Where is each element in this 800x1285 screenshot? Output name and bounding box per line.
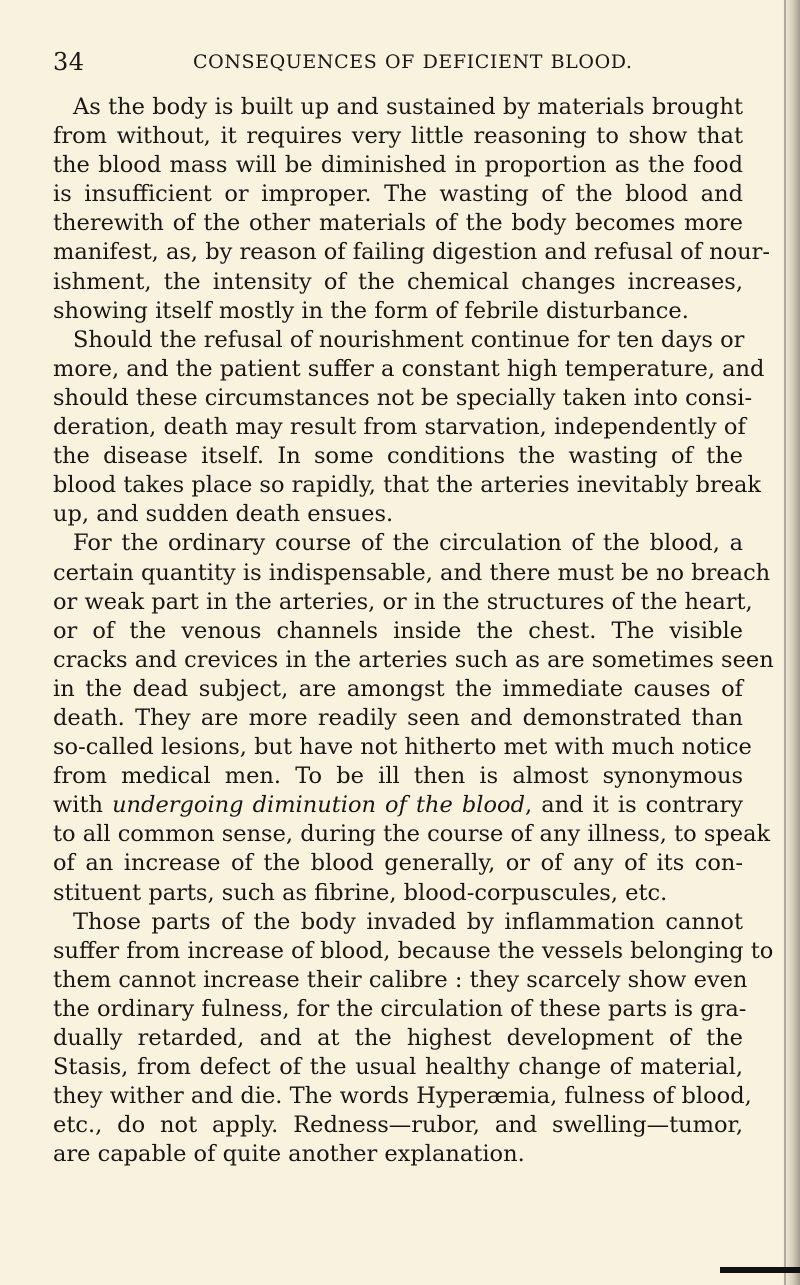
running-head: CONSEQUENCES OF DEFICIENT BLOOD. [193, 51, 633, 73]
text-line: the disease itself. In some conditions the wasting of the [53, 443, 743, 470]
text-line: the ordinary fulness, for the circulation of these parts is gra- [53, 995, 747, 1022]
text-line-with-italic [53, 791, 743, 820]
text-line: blood takes place so rapidly, that the arteries inevitably break [53, 472, 762, 499]
text-line: For the ordinary course of the circulation of the blood, a [73, 530, 743, 557]
text-line: Should the refusal of nourishment continue for ten days or [73, 326, 745, 353]
text-line: therewith of the other materials of the body becomes more [53, 210, 743, 237]
page-header [53, 47, 743, 77]
page-edge-line [784, 0, 786, 1285]
text-line: showing itself mostly in the form of febrile disturbance. [53, 297, 689, 324]
text-line: to all common sense, during the course of any illness, to speak [53, 821, 771, 848]
text-line: suffer from increase of blood, because the vessels belonging to [53, 937, 774, 964]
text-line: etc., do not apply. Redness—rubor, and swelling—tumor, [53, 1112, 743, 1139]
text-segment: , and it is contrary [525, 792, 743, 819]
text-line: cracks and crevices in the arteries such as are sometimes seen [53, 646, 774, 673]
text-line: or of the venous channels inside the chest. The visible [53, 617, 743, 644]
text-line: from medical men. To be ill then is almost synonymous [53, 763, 743, 790]
text-line: death. They are more readily seen and demonstrated than [53, 704, 743, 731]
text-line: up, and sudden death ensues. [53, 501, 394, 528]
text-line: are capable of quite another explanation. [53, 1141, 525, 1168]
text-line: of an increase of the blood generally, or of any of its con- [53, 850, 743, 877]
text-line: Those parts of the body invaded by inflammation cannot [73, 908, 743, 935]
text-line: stituent parts, such as fibrine, blood-corpuscules, etc. [53, 879, 668, 906]
text-line: more, and the patient suffer a constant high temperature, and [53, 355, 765, 382]
italic-phrase: undergoing diminution of the blood [112, 792, 525, 819]
text-line: them cannot increase their calibre : they scarcely show even [53, 966, 748, 993]
text-line: Stasis, from defect of the usual healthy change of material, [53, 1054, 743, 1081]
text-line: manifest, as, by reason of failing digestion and refusal of nour- [53, 239, 770, 266]
text-line: should these circumstances not be specially taken into consi- [53, 384, 753, 411]
text-line: certain quantity is indispensable, and there must be no breach [53, 559, 771, 586]
text-line: or weak part in the arteries, or in the structures of the heart, [53, 588, 753, 615]
text-line: so-called lesions, but have not hitherto met with much notice [53, 734, 752, 761]
text-line: deration, death may result from starvation, independently of [53, 414, 746, 441]
text-line: dually retarded, and at the highest development of the [53, 1025, 743, 1051]
text-line: in the dead subject, are amongst the immediate causes of [53, 675, 743, 702]
text-line: they wither and die. The words Hyperæmia, fulness of blood, [53, 1083, 752, 1110]
text-line: ishment, the intensity of the chemical changes increases, [53, 268, 743, 295]
bottom-edge-mark [720, 1267, 800, 1273]
page-number: 34 [53, 48, 85, 76]
text-line: from without, it requires very little reasoning to show that [53, 123, 743, 150]
text-line: is insufficient or improper. The wasting of the blood and [53, 181, 743, 208]
body-text [53, 93, 774, 1169]
text-segment: with [53, 792, 103, 819]
text-line: the blood mass will be diminished in proportion as the food [53, 152, 743, 179]
text-line: As the body is built up and sustained by materials brought [73, 94, 743, 120]
